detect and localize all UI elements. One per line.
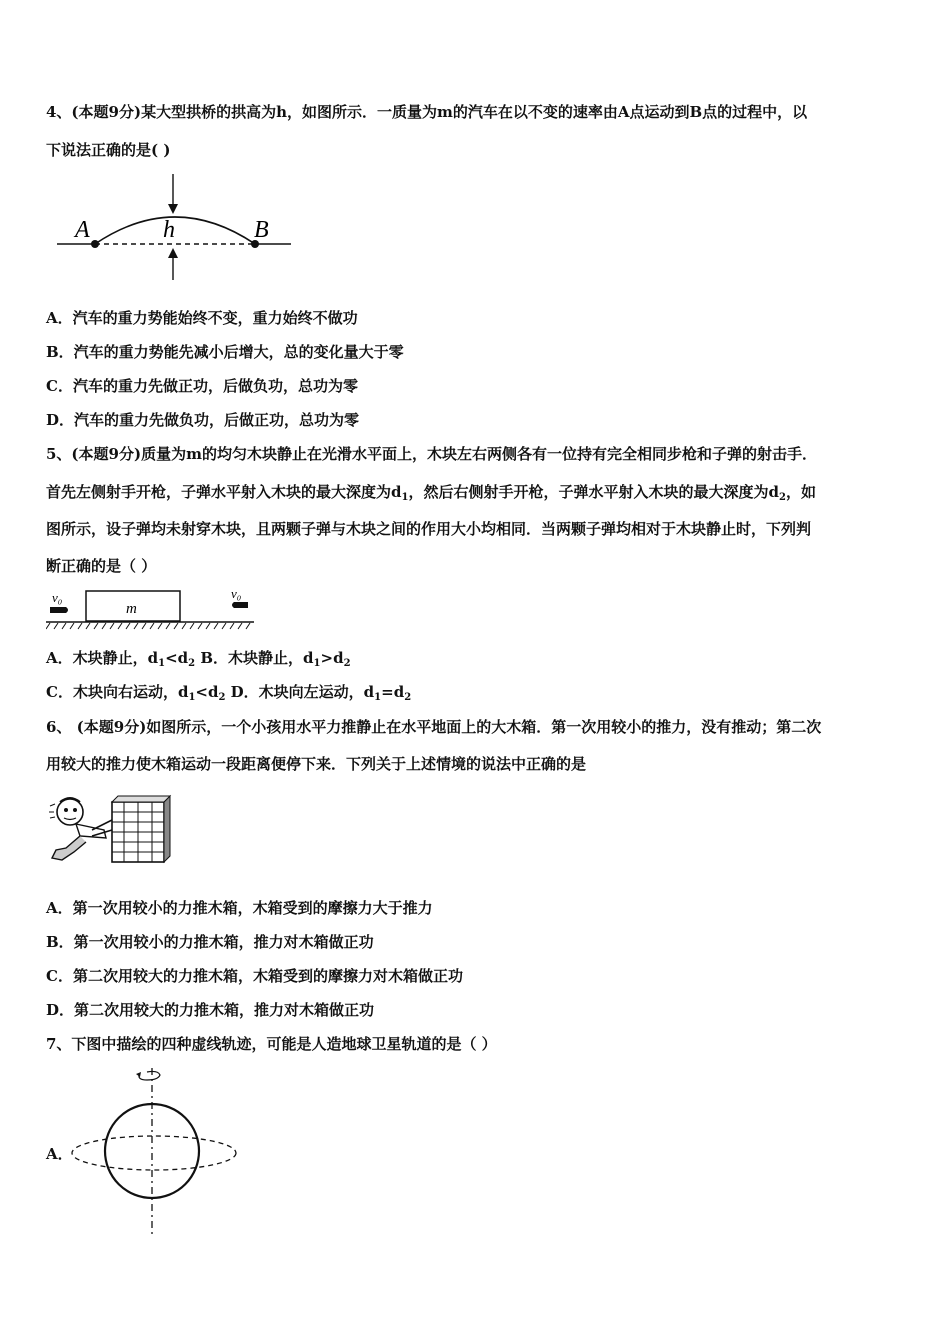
q5-block-bullets-figure	[46, 586, 256, 634]
q4-option-b: B．汽车的重力势能先减小后增大，总的变化量大于零	[46, 343, 404, 361]
q6-stem-line1: 6、 (本题9分)如图所示，一个小孩用水平力推静止在水平地面上的大木箱．第一次用较小的推力，没有推动；第二次	[46, 718, 822, 736]
q5-options-row1: A．木块静止，$d_1<d_2$ B．木块静止，$d_1>d_2$	[46, 649, 351, 669]
label-h: h	[163, 217, 175, 243]
earth-circle	[105, 1104, 199, 1198]
q7-option-a-label: A．	[46, 1145, 73, 1163]
q4-stem-line2: 下说法正确的是( )	[46, 141, 171, 159]
label-b: B	[254, 217, 269, 243]
q6-option-d: D．第二次用较大的力推木箱，推力对木箱做正功	[46, 1001, 375, 1019]
q5-options-row2: C．木块向右运动，$d_1<d_2$ D．木块向左运动，$d_1=d_2$	[46, 683, 412, 703]
right-velocity-label: v₀	[231, 586, 242, 601]
q6-option-c: C．第二次用较大的力推木箱，木箱受到的摩擦力对木箱做正功	[46, 967, 463, 985]
q6-stem-line2: 用较大的推力使木箱运动一段距离便停下来．下列关于上述情境的说法中正确的是	[46, 755, 587, 773]
q4-option-c: C．汽车的重力先做正功，后做负功，总功为零	[46, 377, 358, 395]
right-bullet-icon	[232, 602, 248, 608]
q4-stem-line1: 4、(本题9分)某大型拱桥的拱高为h，如图所示．一质量为m的汽车在以不变的速率由A点运动到B点的过程中，以	[46, 103, 808, 121]
q7-earth-orbit-figure	[70, 1068, 242, 1234]
q6-child-pushing-crate-figure	[46, 790, 172, 866]
mass-label: m	[126, 601, 137, 617]
q5-stem-line2: 首先左侧射手开枪，子弹水平射入木块的最大深度为$d_1$，然后右侧射手开枪，子弹水平射入木块的最大深度为$d_2$，如	[46, 483, 816, 503]
left-bullet-icon	[50, 607, 68, 613]
orbit-ellipse	[72, 1136, 236, 1170]
q6-option-a: A．第一次用较小的力推木箱，木箱受到的摩擦力大于推力	[46, 899, 433, 917]
q5-stem-line1: 5、(本题9分)质量为m的均匀木块静止在光滑水平面上，木块左右两侧各有一位持有完全相同步枪和子弹的射击手．	[46, 445, 817, 463]
q7-stem: 7、下图中描绘的四种虚线轨迹，可能是人造地球卫星轨道的是（ ）	[46, 1035, 497, 1053]
q6-option-b: B．第一次用较小的力推木箱，推力对木箱做正功	[46, 933, 374, 951]
label-a: A	[75, 217, 90, 243]
q4-option-a: A．汽车的重力势能始终不变，重力始终不做功	[46, 309, 358, 327]
q4-option-d: D．汽车的重力先做负功，后做正功，总功为零	[46, 411, 360, 429]
left-velocity-label: v₀	[52, 590, 63, 605]
q5-stem-line4: 断正确的是（ ）	[46, 557, 157, 575]
q5-stem-line3: 图所示，设子弹均未射穿木块，且两颗子弹与木块之间的作用大小均相同．当两颗子弹均相对于木块静止时，下列判	[46, 520, 812, 538]
q4-arch-bridge-figure	[55, 172, 295, 284]
